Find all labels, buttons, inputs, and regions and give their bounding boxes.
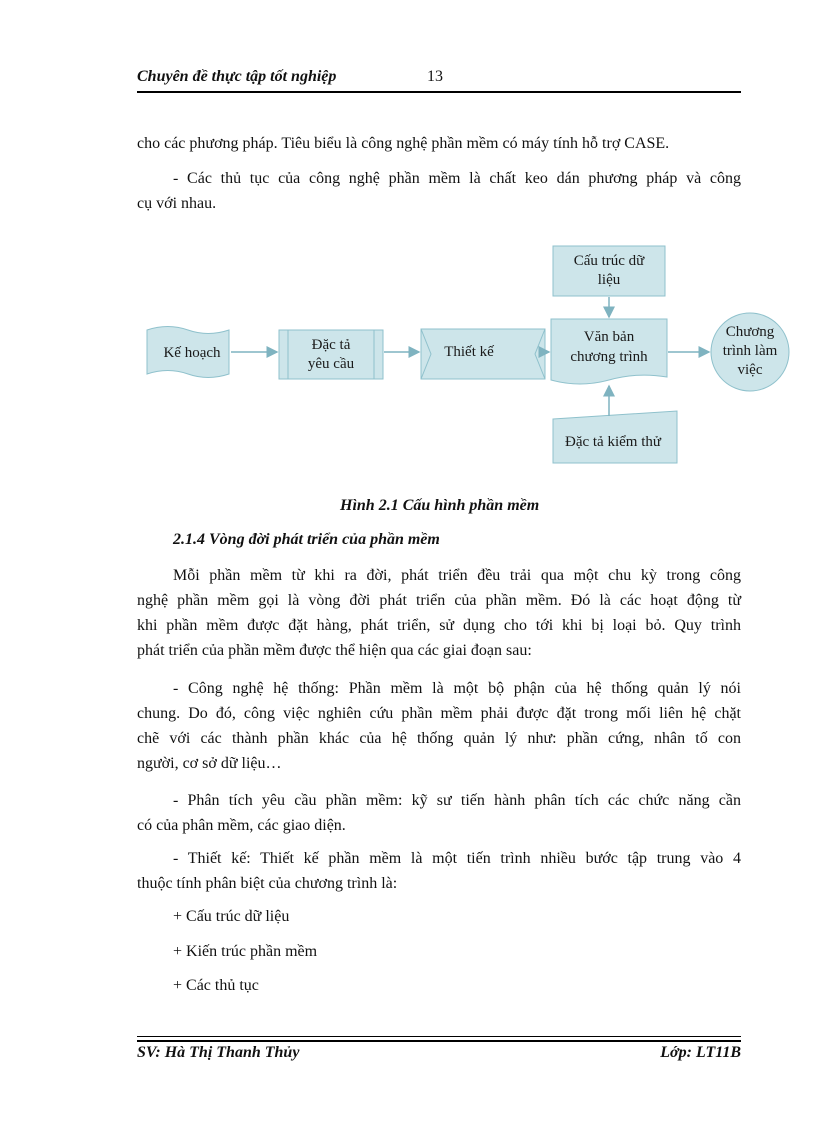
footer-class: Lớp: LT11B — [660, 1044, 741, 1061]
sub-item-architecture: + Kiến trúc phần mềm — [173, 943, 318, 960]
bullet-line: thuộc tính phân biệt của chương trình là: — [137, 875, 398, 892]
bullet-line: chung. Do đó, công việc nghiên cứu phần mềm phải được đặt trong mối liên hệ chặt — [137, 705, 741, 722]
dac-ta-label-1: Đặc tả — [311, 337, 351, 353]
page-number: 13 — [427, 68, 443, 85]
header-title: Chuyên đề thực tập tốt nghiệp — [137, 68, 337, 85]
section-title: 2.1.4 Vòng đời phát triển của phần mềm — [173, 531, 440, 548]
bullet-design — [137, 846, 741, 896]
bullet-line: - Công nghệ hệ thống: Phần mềm là một bộ phận của hệ thống quản lý nói — [173, 680, 741, 697]
thiet-ke-label: Thiết kế — [444, 344, 494, 360]
intro-line: cho các phương pháp. Tiêu biểu là công nghệ phần mềm có máy tính hỗ trợ CASE. — [137, 135, 670, 152]
page-footer — [137, 1036, 741, 1066]
node-thiet-ke — [421, 329, 545, 379]
intro-paragraph — [137, 131, 741, 156]
header-rule — [137, 91, 741, 93]
cau-truc-label-1: Cấu trúc dữ — [573, 253, 645, 269]
intro-bullet-line: cụ với nhau. — [137, 195, 217, 212]
paragraph-line: Mỗi phần mềm từ khi ra đời, phát triển đều trải qua một chu kỳ trong công — [173, 567, 741, 584]
footer-rule-thick — [137, 1040, 741, 1042]
node-chuong-trinh-lam-viec — [711, 313, 789, 391]
cau-truc-label-2: liệu — [597, 272, 621, 288]
footer-rule-thin — [137, 1036, 741, 1037]
ke-hoach-label: Kế hoạch — [163, 345, 221, 361]
bullet-system-engineering — [137, 676, 741, 776]
figure-caption: Hình 2.1 Cấu hình phần mềm — [340, 497, 540, 514]
bullet-line: có của phân mềm, các giao diện. — [137, 817, 346, 834]
bullet-line: người, cơ sở dữ liệu… — [137, 755, 282, 772]
node-van-ban-chuong-trinh — [551, 319, 667, 384]
paragraph-line: khi phần mềm được đặt hàng, phát triển, sử dụng cho tới khi bị loại bỏ. Quy trình — [137, 617, 741, 634]
bullet-line: - Thiết kế: Thiết kế phần mềm là một tiến trình nhiều bước tập trung vào 4 — [173, 850, 741, 867]
paragraph-line: phát triển của phần mềm được thể hiện qua các giai đoạn sau: — [137, 642, 532, 659]
paragraph-line: nghệ phần mềm gọi là vòng đời phát triển của phần mềm. Đó là các hoạt động từ — [137, 592, 741, 609]
node-dac-ta-yeu-cau — [279, 330, 383, 379]
chuong-trinh-label-1: Chương — [725, 324, 775, 340]
lifecycle-paragraph — [137, 563, 741, 663]
van-ban-label-2: chương trình — [570, 349, 648, 365]
chuong-trinh-label-3: việc — [737, 362, 763, 378]
node-ke-hoach — [147, 327, 229, 378]
sub-item-data-structure: + Cấu trúc dữ liệu — [173, 908, 290, 925]
intro-bullet — [137, 166, 741, 216]
page-header — [137, 66, 741, 92]
kiem-thu-label: Đặc tả kiểm thử — [564, 434, 662, 450]
bullet-line: - Phân tích yêu cầu phần mềm: kỹ sư tiến hành phân tích các chức năng cần — [173, 792, 741, 809]
intro-bullet-line: - Các thủ tục của công nghệ phần mềm là chất keo dán phương pháp và công — [173, 170, 741, 187]
chuong-trinh-label-2: trình làm — [722, 343, 778, 359]
footer-student: SV: Hà Thị Thanh Thủy — [137, 1044, 300, 1061]
node-cau-truc-du-lieu — [553, 246, 665, 296]
sub-item-procedures: + Các thủ tục — [173, 977, 259, 994]
software-configuration-diagram — [0, 230, 816, 470]
bullet-line: chẽ với các thành phần khác của hệ thống quản lý như: phần cứng, nhân tố con — [137, 730, 741, 747]
bullet-requirements-analysis — [137, 788, 741, 838]
dac-ta-label-2: yêu cầu — [307, 356, 355, 372]
van-ban-label-1: Văn bản — [583, 329, 635, 345]
node-dac-ta-kiem-thu — [553, 411, 677, 463]
